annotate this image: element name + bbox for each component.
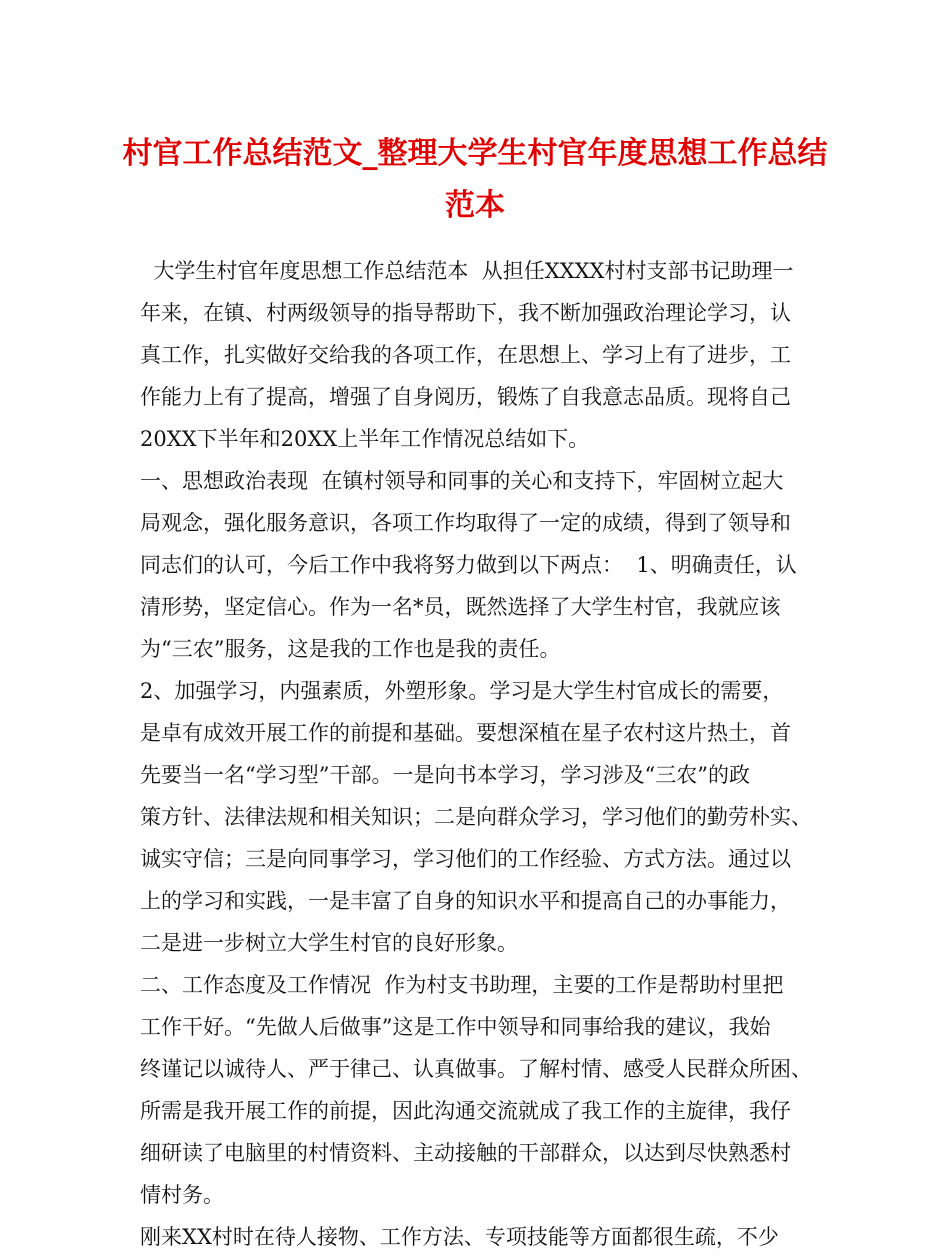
text-line: 所需是我开展工作的前提，因此沟通交流就成了我工作的主旋律，我仔 bbox=[140, 1099, 791, 1123]
text-line: 大学生村官年度思想工作总结范本 从担任XXXX村村支部书记助理一 bbox=[140, 259, 794, 283]
text-line: 清形势，坚定信心。作为一名*员，既然选择了大学生村官，我就应该 bbox=[140, 595, 781, 619]
text-line: 20XX下半年和20XX上半年工作情况总结如下。 bbox=[140, 427, 590, 451]
text-line: 上的学习和实践，一是丰富了自身的知识水平和提高自己的办事能力， bbox=[140, 889, 791, 913]
text-line: 二是进一步树立大学生村官的良好形象。 bbox=[140, 931, 518, 955]
document-title bbox=[120, 128, 830, 232]
text-line: 同志们的认可，今后工作中我将努力做到以下两点： 1、明确责任，认 bbox=[140, 553, 797, 577]
text-line: 为“三农”服务，这是我的工作也是我的责任。 bbox=[140, 637, 561, 661]
text-line: 年来，在镇、村两级领导的指导帮助下，我不断加强政治理论学习，认 bbox=[140, 301, 791, 325]
title-line-1: 村官工作总结范文_整理大学生村官年度思想工作总结 bbox=[122, 136, 828, 171]
text-line: 先要当一名“学习型”干部。一是向书本学习，学习涉及“三农”的政 bbox=[140, 763, 750, 787]
text-line: 细研读了电脑里的村情资料、主动接触的干部群众，以达到尽快熟悉村 bbox=[140, 1141, 791, 1165]
text-line: 刚来XX村时在待人接物、工作方法、专项技能等方面都很生疏，不少 bbox=[140, 1225, 779, 1249]
text-line: 2、加强学习，内强素质，外塑形象。学习是大学生村官成长的需要， bbox=[140, 679, 784, 703]
text-line: 终谨记以诚待人、严于律己、认真做事。了解村情、感受人民群众所困、 bbox=[140, 1057, 812, 1081]
text-line: 诚实守信；三是向同事学习，学习他们的工作经验、方式方法。通过以 bbox=[140, 847, 791, 871]
document-body bbox=[140, 250, 830, 1258]
text-line: 工作干好。“先做人后做事”这是工作中领导和同事给我的建议，我始 bbox=[140, 1015, 771, 1039]
text-line: 一、思想政治表现 在镇村领导和同事的关心和支持下，牢固树立起大 bbox=[140, 469, 784, 493]
title-line-2: 范本 bbox=[445, 188, 505, 223]
text-line: 策方针、法律法规和相关知识；二是向群众学习，学习他们的勤劳朴实、 bbox=[140, 805, 812, 829]
text-line: 二、工作态度及工作情况 作为村支书助理，主要的工作是帮助村里把 bbox=[140, 973, 784, 997]
text-line: 真工作，扎实做好交给我的各项工作，在思想上、学习上有了进步，工 bbox=[140, 343, 791, 367]
text-line: 局观念，强化服务意识，各项工作均取得了一定的成绩，得到了领导和 bbox=[140, 511, 791, 535]
text-line: 作能力上有了提高，增强了自身阅历，锻炼了自我意志品质。现将自己 bbox=[140, 385, 791, 409]
text-line: 是卓有成效开展工作的前提和基础。要想深植在星子农村这片热土，首 bbox=[140, 721, 791, 745]
text-line: 情村务。 bbox=[140, 1183, 224, 1207]
